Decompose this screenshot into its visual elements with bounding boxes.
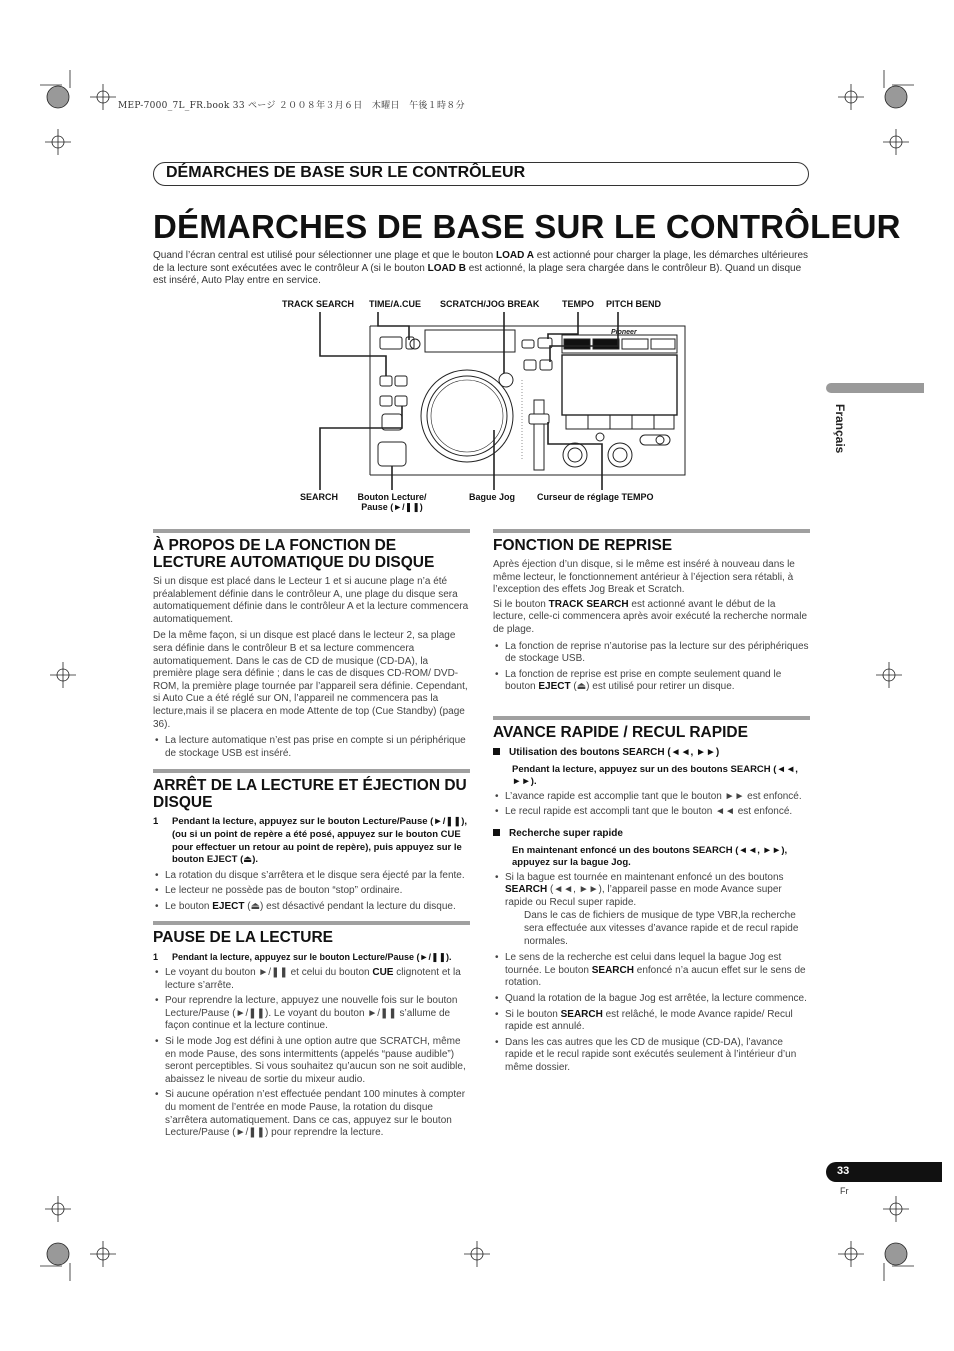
- section-banner-text: DÉMARCHES DE BASE SUR LE CONTRÔLEUR: [166, 164, 526, 181]
- browse-button: [564, 339, 590, 349]
- label-pitch-bend: PITCH BEND: [606, 299, 662, 309]
- heading-auto-play: À PROPOS DE LA FONCTION DE LECTURE AUTOMATIQUE DU DISQUE: [153, 537, 435, 571]
- page-number: 33: [837, 1165, 850, 1177]
- pause-bullet: • Pour reprendre la lecture, appuyez une nouvelle fois sur le bouton Lecture/Pause (►/❚❚). Le voyant du bouton ►/❚❚ s’allume de façon continue et la lecture continue.: [153, 995, 470, 1033]
- section-rule: [153, 921, 470, 925]
- track-search-fwd: [395, 376, 407, 386]
- reg-circle: [47, 86, 69, 108]
- language-tab: [826, 383, 924, 393]
- track-search-back: [380, 376, 392, 386]
- label-track-search: TRACK SEARCH: [282, 299, 354, 309]
- section-rule: [493, 716, 810, 720]
- tempo-slider-knob: [529, 414, 549, 424]
- resume-p1: Après éjection d’un disque, si le même est inséré à nouveau dans le même lecteur, le fonctionnement antérieur à l’éjection sera rétabli, à l’exception des effets Jog Break et Scratch.: [493, 559, 795, 596]
- auto-play-p2: De la même façon, si un disque est placé dans le lecteur 2, sa plage sera définie dans le contrôleur B et sa lecture commencera automatiquement. Dans le cas de CD de musique (CD-DA), la première plage sera définie ; dans le cas de disques CD-ROM/ DVD-ROM, la première plage tournée par l’appareil sera définie. Cependant, si Auto Cue a été réglé sur ON, l’appareil ne commencera pas la lecture,mais il se placera en mode Attente de top (Cue Standby) (page 36).: [153, 630, 468, 730]
- heading-stop-eject: ARRÊT DE LA LECTURE ET ÉJECTION DU DISQUE: [153, 777, 467, 812]
- label-tempo: TEMPO: [562, 299, 595, 309]
- super-search-bullet: • Dans les cas autres que les CD de musique (CD-DA), l’avance rapide et le recul rapide sont exécutés seulement à l’intérieur d’un même dossier.: [493, 1037, 810, 1075]
- pause-bullet: • Si le mode Jog est défini à une option autre que SCRATCH, même en mode Pause, des sons intermittents (appelés “pause audible”) seront perceptibles. Si vous souhaitez qu’aucun son ne soit audible, abaissez le niveau de sortie du mixeur audio.: [153, 1036, 470, 1086]
- search-bullet: • Le recul rapide est accompli tant que le bouton ◄◄ est enfoncé.: [493, 806, 810, 819]
- super-search-bullet: • Si la bague est tournée en maintenant enfoncé un des boutons SEARCH (◄◄, ►►), l’appareil passe en mode Avance super rapide ou Recul super rapide.: [493, 872, 810, 910]
- left-column: [153, 529, 470, 1143]
- super-search-bullet: • Si le bouton SEARCH est relâché, le mode Avance rapide/ Recul rapide est annulé.: [493, 1009, 810, 1034]
- section-banner: [153, 162, 809, 186]
- stop-eject-bullet: • La rotation du disque s’arrêtera et le disque sera éjecté par la fente.: [153, 870, 470, 883]
- super-search-bullet: • Le sens de la recherche est celui dans lequel la bague Jog est tournée. Le bouton SEARCH enfoncé n’a aucun effet sur le sens de rotation.: [493, 952, 810, 990]
- page-title: DÉMARCHES DE BASE SUR LE CONTRÔLEUR: [153, 208, 901, 245]
- section-rule: [493, 529, 810, 533]
- controller-diagram: [310, 310, 695, 492]
- heading-resume: FONCTION DE REPRISE: [493, 537, 673, 554]
- pause-bullet: • Si aucune opération n’est effectuée pendant 100 minutes à compter du moment de l’entrée en mode Pause, la rotation du disque s’arrêtera automatiquement. Dans ce cas, appuyez sur le bouton Lecture/Pause (►/❚❚) pour reprendre la lecture.: [153, 1089, 470, 1139]
- search-fwd: [395, 396, 407, 406]
- super-search-step: En maintenant enfoncé un des boutons SEARCH (◄◄, ►►), appuyez sur la bague Jog.: [512, 844, 788, 869]
- section-rule: [153, 529, 470, 533]
- stop-eject-step: 1 Pendant la lecture, appuyez sur le bouton Lecture/Pause (►/❚❚), (ou si un point de repère a été posé, appuyez sur le bouton CUE pour effectuer un retour au point de repère), puis appuyez sur le bouton EJECT (⏏).: [153, 816, 468, 866]
- search-step: Pendant la lecture, appuyez sur un des boutons SEARCH (◄◄, ►►).: [512, 763, 798, 788]
- label-scratch-jog-break: SCRATCH/JOG BREAK: [440, 299, 540, 309]
- play-pause-button: [378, 442, 406, 466]
- brand-logo: Pioneer: [611, 329, 637, 336]
- touch-screen: [562, 355, 677, 415]
- time-acue-button: [410, 339, 420, 349]
- label-search: SEARCH: [300, 492, 339, 502]
- subheading-super-search: Recherche super rapide: [493, 828, 810, 841]
- pause-step: 1 Pendant la lecture, appuyez sur le bouton Lecture/Pause (►/❚❚).: [153, 952, 452, 963]
- resume-bullet: • La fonction de reprise n’autorise pas la lecture sur des périphériques de stockage USB.: [493, 641, 810, 666]
- label-tempo-slider: Curseur de réglage TEMPO: [537, 492, 654, 502]
- resume-bullet: • La fonction de reprise est prise en compte seulement quand le bouton EJECT (⏏) est utilisé pour retirer un disque.: [493, 669, 810, 694]
- subheading-search-buttons: Utilisation des boutons SEARCH (◄◄, ►►): [493, 747, 810, 760]
- search-back: [380, 396, 392, 406]
- utility-button: [651, 339, 675, 349]
- super-search-note: Dans le cas de fichiers de musique de type VBR,la recherche sera effectuée aux vitesses d’avance rapide et de recul rapide normales.: [524, 910, 799, 947]
- stop-eject-bullet: • Le lecteur ne possède pas de bouton “stop” ordinaire.: [153, 885, 470, 898]
- print-header: MEP-7000_7L_FR.book 33 ページ ２００８年３月６日 木曜日 午後１時８分: [118, 101, 465, 111]
- sub-button: [593, 339, 619, 349]
- auto-play-bullet: • La lecture automatique n’est pas prise en compte si un périphérique de stockage USB est inséré.: [153, 735, 470, 760]
- pitch-bend-minus: [524, 360, 536, 370]
- auto-play-p1: Si un disque est placé dans le Lecteur 1 et si aucune plage n’a été préalablement définie dans le contrôleur A, une plage du disque sera automatiquement définie dans le contrôleur A et la lecture commencera automatiquement.: [153, 576, 469, 625]
- stop-eject-bullet: • Le bouton EJECT (⏏) est désactivé pendant la lecture du disque.: [153, 901, 470, 914]
- jog-ring: [421, 370, 513, 462]
- resume-p2: Si le bouton TRACK SEARCH est actionné avant le début de la lecture, celle-ci commencera après avoir exécuté la recherche normale de plage.: [493, 598, 808, 635]
- eject-button: [380, 337, 402, 349]
- right-column: [493, 529, 810, 1078]
- effect-button: [622, 339, 648, 349]
- label-jog-ring: Bague Jog: [469, 492, 516, 502]
- page-lang-code: Fr: [840, 1186, 849, 1196]
- label-time-acue: TIME/A.CUE: [369, 299, 422, 309]
- scratch-jog-break-button: [499, 373, 513, 387]
- section-rule: [153, 769, 470, 773]
- search-bullet: • L’avance rapide est accomplie tant que le bouton ►► est enfoncé.: [493, 791, 810, 804]
- intro-paragraph: Quand l’écran central est utilisé pour sélectionner une plage et que le bouton LOAD A est actionné pour charger la plage, les démarches ultérieures de la lecture sont exécutées avec le contrôleur A (si le bouton LOAD B est actionné, la plage sera chargée dans le contrôleur B). Quand un disque est inséré, Auto Play entre en service.: [153, 250, 809, 287]
- language-label: Français: [833, 404, 847, 454]
- heading-pause: PAUSE DE LA LECTURE: [153, 929, 333, 947]
- pause-bullet: • Le voyant du bouton ►/❚❚ et celui du bouton CUE clignotent et la lecture s’arrête.: [153, 967, 470, 992]
- heading-fast-forward: AVANCE RAPIDE / RECUL RAPIDE: [493, 723, 748, 741]
- label-play-pause: Bouton Lecture/ Pause (►/❚❚): [357, 492, 427, 512]
- super-search-bullet: • Quand la rotation de la bague Jog est arrêtée, la lecture commence.: [493, 993, 810, 1006]
